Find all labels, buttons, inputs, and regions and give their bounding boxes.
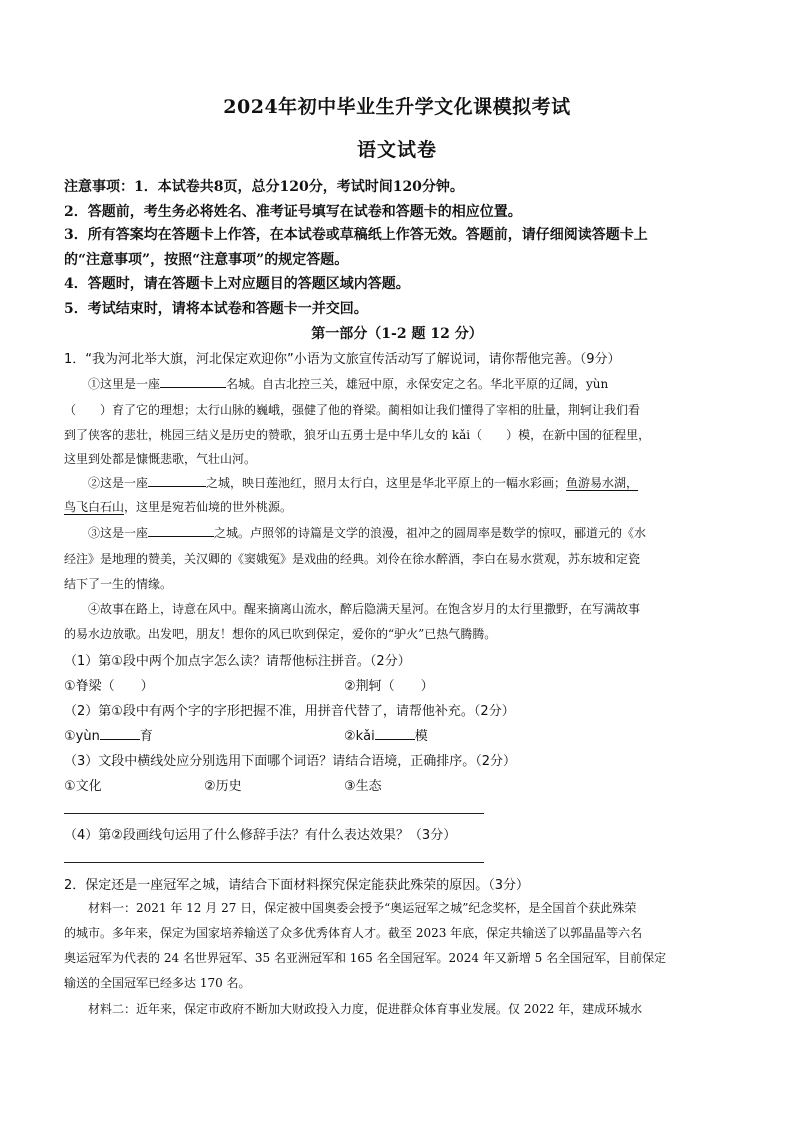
q1-paragraph-2-line-1: ②这是一座 之城，映日莲池红，照月太行白，这里是华北平原上的一幅水彩画；鱼游易水湖， [88, 476, 639, 490]
q1-paragraph-3-line-2: 经注》是地理的赞美，关汉卿的《窦娥冤》是戏曲的经典。刘伶在徐水醉酒，李白在易水赏观，苏东坡和定瓷 [64, 552, 641, 566]
q1-paragraph-1-line-3: 到了侠客的悲壮，桃园三结义是历史的赞歌，狼牙山五勇士是中华儿女的 kǎi（ ）模，在新中国的征程里， [64, 428, 651, 442]
material-1-line-2: 的城市。多年来，保定为国家培养输送了众多优秀体育人才。截至 2023 年底，保定共输送了以郭晶晶等六名 [64, 926, 643, 940]
option-history: ②历史 [204, 779, 242, 794]
answer-blank-yun[interactable] [100, 727, 140, 740]
answer-blank-1[interactable] [160, 375, 226, 388]
exam-title: 2024年初中毕业生升学文化课模拟考试 [223, 96, 571, 118]
sub-question-3: （3）文段中横线处应分别选用下面哪个词语？请结合语境，正确排序。（2分） [64, 754, 517, 769]
answer-blank-2[interactable] [148, 474, 206, 487]
answer-line-4[interactable] [64, 862, 484, 863]
q1-paragraph-3-line-1: ③这是一座 之城。卢照邻的诗篇是文学的浪漫，祖冲之的圆周率是数学的惊叹，郦道元的《水 [88, 526, 647, 540]
answer-blank-kai[interactable] [375, 727, 415, 740]
q1-paragraph-1-line-1: ①这里是一座 名城。自古北控三关，雄冠中原，永保安定之名。华北平原的辽阔，yùn [88, 377, 609, 391]
notice-line-4: 的“注意事项”，按照“注意事项”的规定答题。 [64, 252, 349, 268]
notice-line-2: 2．答题前，考生务必将姓名、准考证号填写在试卷和答题卡的相应位置。 [64, 204, 522, 220]
sub-question-2-items: ①yùn 育 ②kǎi 模 [64, 729, 428, 744]
notice-line-6: 5．考试结束时，请将本试卷和答题卡一并交回。 [64, 301, 368, 317]
underlined-sentence-part-1: 鱼游易水湖， [566, 476, 639, 490]
part-heading: 第一部分（1-2 题 12 分） [311, 326, 483, 342]
pinyin-item-1: ①脊梁（ ） [64, 679, 154, 694]
sub-question-2: （2）第①段中有两个字的字形把握不准，用拼音代替了，请帮他补充。（2分） [64, 704, 515, 719]
option-culture: ①文化 [64, 779, 102, 794]
sub-question-1: （1）第①段中两个加点字怎么读？请帮他标注拼音。（2分） [64, 654, 411, 669]
question-2-stem: 2．保定还是一座冠军之城，请结合下面材料探究保定能获此殊荣的原因。（3分） [64, 878, 530, 893]
sub-question-4: （4）第②段画线句运用了什么修辞手法？有什么表达效果？（3分） [64, 828, 457, 843]
sub-question-1-items [64, 675, 740, 694]
question-1-stem: 1．“我为河北举大旗，河北保定欢迎你”小语为文旅宣传活动写了解说词，请你帮他完善。（9分） [64, 352, 621, 367]
material-2-line-1: 材料二：近年来，保定市政府不断加大财政投入力度，促进群众体育事业发展。仅 2022 年，建成环城水 [88, 1002, 643, 1016]
q1-paragraph-4-line-2: 的易水边放歌。出发吧，朋友！想你的风已吹到保定，爱你的“驴火”已热气腾腾。 [64, 627, 497, 641]
q1-paragraph-1-line-2: （ ）育了它的理想；太行山脉的巍峨，强健了他的脊梁。蔺相如让我们懂得了宰相的肚量，荆轲让我们看 [64, 403, 641, 417]
material-1-line-1: 材料一：2021 年 12 月 27 日，保定被中国奥委会授予“奥运冠军之城”纪念奖杯，是全国首个获此殊荣 [88, 901, 637, 915]
underlined-sentence-part-2: 鸟飞白石山 [64, 500, 125, 514]
q1-paragraph-2-line-2: 鸟飞白石山，这里是宛若仙境的世外桃源。 [64, 500, 293, 514]
q1-paragraph-1-line-4: 这里到处都是慷慨悲歌，气壮山河。 [64, 452, 257, 466]
material-1-line-4: 输送的全国冠军已经多达 170 名。 [64, 976, 251, 990]
sub-question-3-options [64, 775, 740, 794]
answer-line-3[interactable] [64, 813, 484, 814]
q1-paragraph-4-line-1: ④故事在路上，诗意在风中。醒来摘离山流水，醉后隐满天星河。在饱含岁月的太行里撒野，在写满故事 [88, 602, 641, 616]
option-ecology: ③生态 [344, 779, 382, 794]
notice-line-5: 4．答题时，请在答题卡上对应题目的答题区域内答题。 [64, 276, 410, 292]
notice-line-1: 注意事项：1．本试卷共8页，总分120分，考试时间120分钟。 [64, 179, 464, 195]
pinyin-item-2: ②荆轲（ ） [344, 679, 434, 694]
exam-subtitle: 语文试卷 [356, 139, 437, 161]
answer-blank-3[interactable] [148, 524, 214, 537]
material-1-line-3: 奥运冠军为代表的 24 名世界冠军、35 名亚洲冠军和 165 名全国冠军。2024 年又新增 5 名全国冠军，目前保定 [64, 951, 667, 965]
notice-line-3: 3．所有答案均在答题卡上作答，在本试卷或草稿纸上作答无效。答题前，请仔细阅读答题卡上 [64, 227, 648, 243]
q1-paragraph-3-line-3: 结下了一生的情缘。 [64, 577, 173, 591]
